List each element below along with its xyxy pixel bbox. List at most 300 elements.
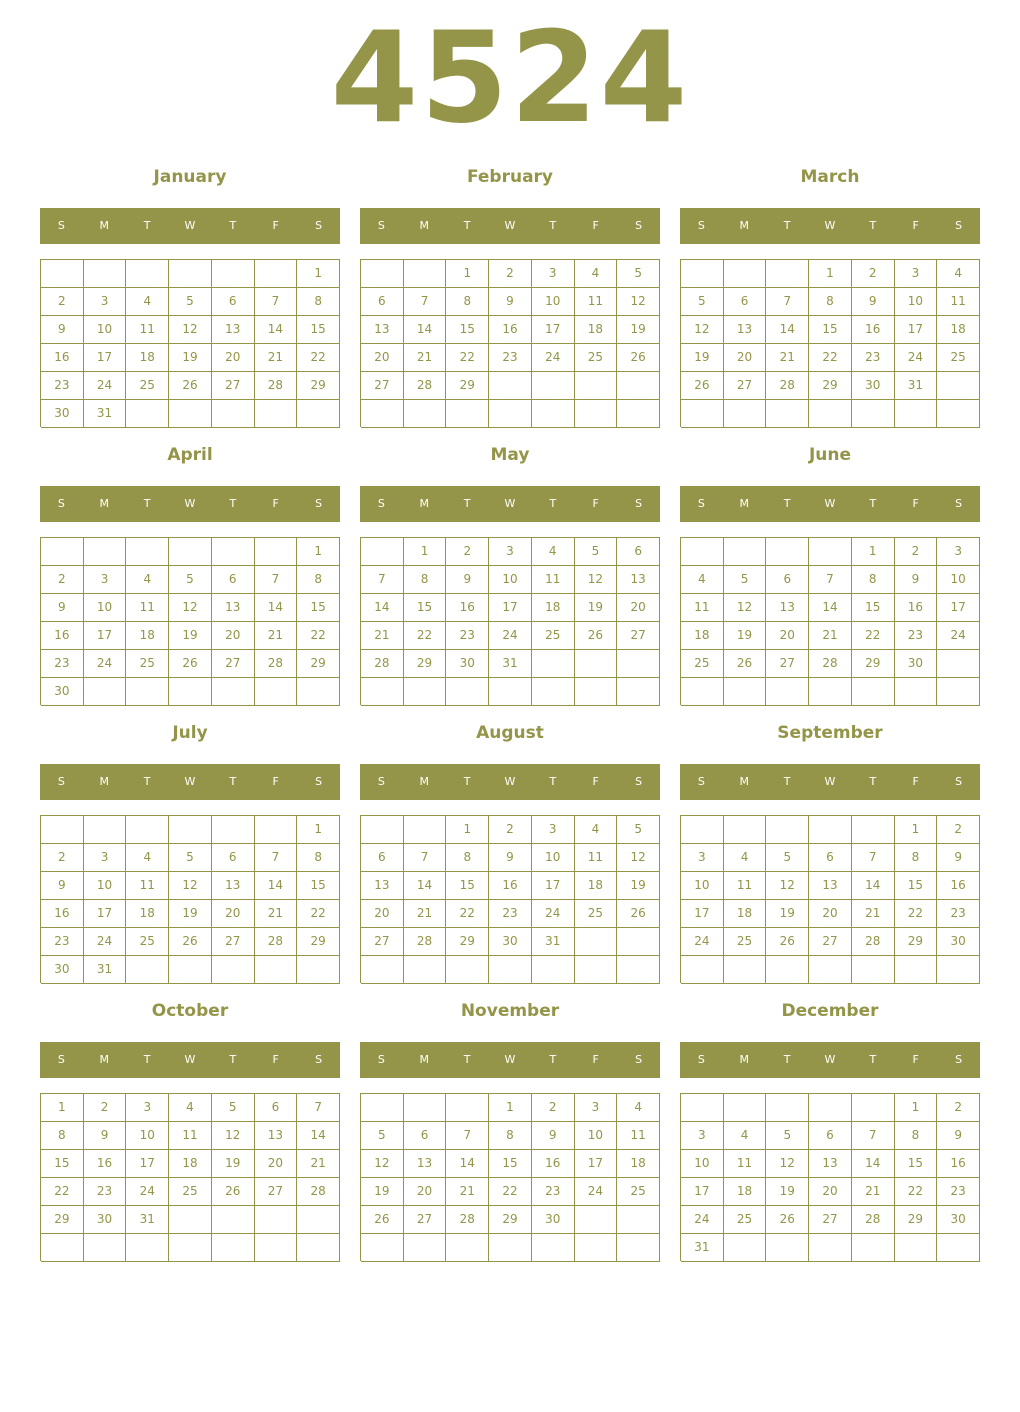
day-cell bbox=[212, 538, 255, 566]
day-cell: 20 bbox=[809, 1178, 852, 1206]
day-cell bbox=[532, 1234, 575, 1262]
day-cell bbox=[297, 1234, 340, 1262]
day-cell: 14 bbox=[255, 872, 298, 900]
weekday-label: W bbox=[824, 775, 836, 788]
day-cell: 2 bbox=[937, 816, 980, 844]
day-cell bbox=[84, 678, 127, 706]
day-cell bbox=[404, 678, 447, 706]
day-cell: 6 bbox=[766, 566, 809, 594]
day-cell: 27 bbox=[212, 928, 255, 956]
day-cell: 18 bbox=[532, 594, 575, 622]
day-cell: 17 bbox=[489, 594, 532, 622]
day-cell bbox=[212, 956, 255, 984]
day-cell bbox=[575, 650, 618, 678]
day-cell: 12 bbox=[169, 872, 212, 900]
day-cell: 26 bbox=[575, 622, 618, 650]
day-cell: 28 bbox=[297, 1178, 340, 1206]
day-cell bbox=[169, 816, 212, 844]
day-cell: 23 bbox=[937, 1178, 980, 1206]
day-grid bbox=[360, 1093, 660, 1261]
day-cell bbox=[575, 956, 618, 984]
day-cell bbox=[255, 1206, 298, 1234]
day-cell bbox=[617, 1206, 660, 1234]
day-cell: 19 bbox=[681, 344, 724, 372]
weekday-label: W bbox=[504, 497, 516, 510]
weekday-label: T bbox=[783, 1053, 791, 1066]
day-cell: 25 bbox=[617, 1178, 660, 1206]
day-cell: 9 bbox=[446, 566, 489, 594]
day-cell: 28 bbox=[361, 650, 404, 678]
day-cell: 28 bbox=[809, 650, 852, 678]
day-cell: 10 bbox=[575, 1122, 618, 1150]
day-cell bbox=[809, 1094, 852, 1122]
day-cell bbox=[724, 678, 767, 706]
day-cell: 2 bbox=[532, 1094, 575, 1122]
day-cell bbox=[575, 372, 618, 400]
day-cell: 24 bbox=[126, 1178, 169, 1206]
day-grid bbox=[360, 537, 660, 705]
day-cell bbox=[126, 816, 169, 844]
day-cell: 12 bbox=[617, 288, 660, 316]
day-cell: 15 bbox=[895, 872, 938, 900]
day-cell: 9 bbox=[937, 844, 980, 872]
day-cell bbox=[255, 816, 298, 844]
day-cell: 12 bbox=[724, 594, 767, 622]
day-cell: 16 bbox=[852, 316, 895, 344]
day-cell: 16 bbox=[446, 594, 489, 622]
day-cell: 7 bbox=[766, 288, 809, 316]
day-cell: 5 bbox=[724, 566, 767, 594]
day-cell: 14 bbox=[297, 1122, 340, 1150]
day-cell: 12 bbox=[766, 872, 809, 900]
day-cell: 26 bbox=[617, 900, 660, 928]
day-cell: 1 bbox=[297, 260, 340, 288]
day-cell: 23 bbox=[446, 622, 489, 650]
day-cell bbox=[297, 956, 340, 984]
day-cell: 20 bbox=[255, 1150, 298, 1178]
day-cell: 6 bbox=[212, 566, 255, 594]
day-cell: 8 bbox=[297, 844, 340, 872]
day-cell: 11 bbox=[126, 594, 169, 622]
day-cell: 27 bbox=[361, 928, 404, 956]
day-cell: 5 bbox=[169, 288, 212, 316]
day-cell: 5 bbox=[766, 1122, 809, 1150]
weekday-label: S bbox=[697, 775, 705, 788]
day-cell bbox=[532, 956, 575, 984]
day-cell bbox=[852, 1234, 895, 1262]
weekday-label: M bbox=[99, 219, 110, 232]
day-cell bbox=[446, 400, 489, 428]
day-cell bbox=[575, 678, 618, 706]
day-cell: 19 bbox=[212, 1150, 255, 1178]
day-cell: 3 bbox=[895, 260, 938, 288]
day-cell: 17 bbox=[84, 622, 127, 650]
day-cell bbox=[575, 1234, 618, 1262]
day-cell: 3 bbox=[937, 538, 980, 566]
day-cell: 12 bbox=[681, 316, 724, 344]
day-cell bbox=[681, 400, 724, 428]
day-cell: 22 bbox=[489, 1178, 532, 1206]
weekday-header bbox=[360, 208, 660, 244]
day-cell bbox=[532, 400, 575, 428]
day-cell: 22 bbox=[41, 1178, 84, 1206]
day-cell: 31 bbox=[84, 956, 127, 984]
day-cell bbox=[446, 678, 489, 706]
day-cell bbox=[126, 1234, 169, 1262]
weekday-label: S bbox=[955, 775, 963, 788]
day-cell: 11 bbox=[724, 872, 767, 900]
day-cell bbox=[575, 928, 618, 956]
day-cell: 1 bbox=[297, 538, 340, 566]
weekday-label: M bbox=[99, 497, 110, 510]
day-cell: 27 bbox=[809, 928, 852, 956]
day-cell: 18 bbox=[617, 1150, 660, 1178]
month-name: March bbox=[800, 167, 860, 187]
day-cell: 17 bbox=[84, 344, 127, 372]
weekday-label: W bbox=[184, 1053, 196, 1066]
day-cell: 31 bbox=[895, 372, 938, 400]
day-cell bbox=[212, 1234, 255, 1262]
day-cell bbox=[532, 678, 575, 706]
day-cell: 19 bbox=[169, 344, 212, 372]
day-cell: 28 bbox=[255, 928, 298, 956]
weekday-label: M bbox=[739, 497, 750, 510]
day-cell bbox=[446, 1234, 489, 1262]
day-cell: 3 bbox=[489, 538, 532, 566]
day-cell: 11 bbox=[126, 316, 169, 344]
day-cell: 20 bbox=[724, 344, 767, 372]
weekday-label: T bbox=[549, 219, 557, 232]
day-cell: 30 bbox=[489, 928, 532, 956]
day-cell: 9 bbox=[84, 1122, 127, 1150]
weekday-label: T bbox=[229, 1053, 237, 1066]
day-cell: 15 bbox=[404, 594, 447, 622]
day-cell: 16 bbox=[937, 872, 980, 900]
day-cell: 3 bbox=[532, 260, 575, 288]
day-cell: 23 bbox=[84, 1178, 127, 1206]
weekday-header bbox=[680, 1042, 980, 1078]
day-cell bbox=[809, 678, 852, 706]
day-cell bbox=[212, 816, 255, 844]
day-cell bbox=[489, 400, 532, 428]
day-cell: 24 bbox=[84, 650, 127, 678]
day-cell: 16 bbox=[532, 1150, 575, 1178]
weekday-label: S bbox=[315, 775, 323, 788]
day-cell bbox=[41, 538, 84, 566]
day-cell: 2 bbox=[489, 260, 532, 288]
day-cell: 17 bbox=[681, 900, 724, 928]
day-cell bbox=[895, 1234, 938, 1262]
day-cell bbox=[809, 956, 852, 984]
day-cell: 28 bbox=[852, 1206, 895, 1234]
weekday-label: F bbox=[592, 497, 599, 510]
day-cell: 6 bbox=[361, 844, 404, 872]
day-cell: 24 bbox=[532, 344, 575, 372]
day-cell: 3 bbox=[84, 566, 127, 594]
day-cell: 21 bbox=[361, 622, 404, 650]
weekday-label: W bbox=[504, 219, 516, 232]
day-cell: 22 bbox=[446, 900, 489, 928]
day-cell bbox=[126, 538, 169, 566]
weekday-header bbox=[40, 1042, 340, 1078]
day-cell: 13 bbox=[404, 1150, 447, 1178]
day-cell bbox=[361, 1234, 404, 1262]
day-cell bbox=[809, 816, 852, 844]
day-cell: 13 bbox=[361, 872, 404, 900]
day-cell: 21 bbox=[852, 1178, 895, 1206]
day-cell: 16 bbox=[41, 622, 84, 650]
day-cell: 27 bbox=[212, 372, 255, 400]
day-cell bbox=[937, 372, 980, 400]
day-cell: 29 bbox=[297, 928, 340, 956]
day-cell: 10 bbox=[895, 288, 938, 316]
day-cell bbox=[169, 956, 212, 984]
day-cell: 26 bbox=[681, 372, 724, 400]
day-cell: 24 bbox=[532, 900, 575, 928]
day-cell: 13 bbox=[212, 872, 255, 900]
month-name: November bbox=[460, 1001, 560, 1021]
day-cell: 24 bbox=[681, 1206, 724, 1234]
day-cell: 23 bbox=[532, 1178, 575, 1206]
day-cell bbox=[404, 816, 447, 844]
day-cell bbox=[255, 678, 298, 706]
weekday-header bbox=[680, 764, 980, 800]
day-cell: 29 bbox=[41, 1206, 84, 1234]
weekday-label: F bbox=[912, 219, 919, 232]
day-cell: 30 bbox=[446, 650, 489, 678]
day-cell bbox=[895, 678, 938, 706]
day-cell: 13 bbox=[212, 316, 255, 344]
day-cell: 10 bbox=[489, 566, 532, 594]
day-cell: 18 bbox=[126, 900, 169, 928]
day-cell: 25 bbox=[169, 1178, 212, 1206]
day-cell: 16 bbox=[489, 872, 532, 900]
day-cell bbox=[404, 260, 447, 288]
day-cell: 26 bbox=[361, 1206, 404, 1234]
day-cell: 18 bbox=[575, 316, 618, 344]
day-cell: 9 bbox=[41, 316, 84, 344]
month-name: February bbox=[466, 167, 554, 187]
day-cell: 4 bbox=[575, 260, 618, 288]
month-name: January bbox=[153, 167, 227, 187]
weekday-label: W bbox=[184, 775, 196, 788]
day-cell: 21 bbox=[255, 622, 298, 650]
weekday-label: S bbox=[955, 1053, 963, 1066]
day-cell bbox=[361, 538, 404, 566]
day-cell: 27 bbox=[361, 372, 404, 400]
weekday-label: T bbox=[869, 219, 877, 232]
day-cell bbox=[169, 1234, 212, 1262]
day-cell bbox=[766, 956, 809, 984]
day-cell: 2 bbox=[41, 844, 84, 872]
day-cell: 4 bbox=[575, 816, 618, 844]
day-cell: 4 bbox=[532, 538, 575, 566]
day-cell: 24 bbox=[84, 372, 127, 400]
day-cell: 16 bbox=[895, 594, 938, 622]
weekday-header bbox=[40, 764, 340, 800]
weekday-label: T bbox=[143, 1053, 151, 1066]
weekday-label: W bbox=[504, 1053, 516, 1066]
day-cell bbox=[617, 650, 660, 678]
day-cell: 23 bbox=[41, 372, 84, 400]
day-cell: 6 bbox=[809, 1122, 852, 1150]
day-cell: 2 bbox=[84, 1094, 127, 1122]
day-cell: 22 bbox=[895, 900, 938, 928]
day-cell bbox=[617, 678, 660, 706]
day-cell: 18 bbox=[681, 622, 724, 650]
day-cell bbox=[169, 400, 212, 428]
day-cell: 7 bbox=[255, 566, 298, 594]
day-cell: 20 bbox=[809, 900, 852, 928]
day-grid bbox=[40, 1093, 340, 1261]
month-name: October bbox=[151, 1001, 229, 1021]
day-cell: 20 bbox=[404, 1178, 447, 1206]
day-cell: 31 bbox=[84, 400, 127, 428]
day-cell: 30 bbox=[852, 372, 895, 400]
day-cell: 30 bbox=[41, 678, 84, 706]
month-name: September bbox=[777, 723, 883, 743]
weekday-label: S bbox=[635, 497, 643, 510]
day-cell bbox=[937, 678, 980, 706]
day-cell bbox=[84, 816, 127, 844]
day-cell bbox=[852, 400, 895, 428]
day-cell: 12 bbox=[212, 1122, 255, 1150]
day-grid bbox=[680, 1093, 980, 1261]
day-cell: 23 bbox=[895, 622, 938, 650]
day-cell: 23 bbox=[489, 344, 532, 372]
day-cell: 15 bbox=[446, 316, 489, 344]
day-cell: 7 bbox=[852, 1122, 895, 1150]
day-cell: 28 bbox=[255, 372, 298, 400]
day-cell: 30 bbox=[895, 650, 938, 678]
month-name: April bbox=[167, 445, 213, 465]
day-cell: 12 bbox=[169, 594, 212, 622]
weekday-label: F bbox=[592, 219, 599, 232]
day-cell bbox=[724, 1094, 767, 1122]
day-cell: 25 bbox=[575, 344, 618, 372]
day-cell bbox=[937, 956, 980, 984]
day-cell bbox=[809, 400, 852, 428]
day-cell bbox=[895, 956, 938, 984]
day-cell: 2 bbox=[937, 1094, 980, 1122]
day-cell bbox=[126, 400, 169, 428]
day-cell: 7 bbox=[446, 1122, 489, 1150]
day-cell bbox=[617, 400, 660, 428]
day-cell: 30 bbox=[532, 1206, 575, 1234]
day-cell bbox=[255, 400, 298, 428]
day-grid bbox=[40, 259, 340, 427]
day-cell: 7 bbox=[404, 844, 447, 872]
day-cell: 10 bbox=[532, 844, 575, 872]
day-cell: 26 bbox=[724, 650, 767, 678]
day-cell bbox=[724, 400, 767, 428]
weekday-label: T bbox=[229, 219, 237, 232]
day-cell: 1 bbox=[446, 260, 489, 288]
day-cell: 26 bbox=[766, 928, 809, 956]
day-cell: 26 bbox=[212, 1178, 255, 1206]
day-cell: 28 bbox=[852, 928, 895, 956]
day-cell bbox=[937, 1234, 980, 1262]
day-cell: 10 bbox=[126, 1122, 169, 1150]
weekday-label: T bbox=[463, 497, 471, 510]
day-cell: 9 bbox=[895, 566, 938, 594]
day-cell: 4 bbox=[724, 844, 767, 872]
day-cell: 26 bbox=[169, 650, 212, 678]
day-cell bbox=[575, 1206, 618, 1234]
day-cell bbox=[937, 400, 980, 428]
weekday-label: T bbox=[549, 775, 557, 788]
weekday-label: T bbox=[463, 1053, 471, 1066]
day-cell: 5 bbox=[212, 1094, 255, 1122]
day-cell: 27 bbox=[809, 1206, 852, 1234]
weekday-label: T bbox=[869, 497, 877, 510]
day-cell: 10 bbox=[84, 594, 127, 622]
weekday-label: S bbox=[635, 1053, 643, 1066]
day-cell: 23 bbox=[937, 900, 980, 928]
day-cell: 11 bbox=[937, 288, 980, 316]
day-cell bbox=[724, 538, 767, 566]
weekday-label: T bbox=[549, 497, 557, 510]
day-cell: 18 bbox=[724, 900, 767, 928]
day-cell: 18 bbox=[126, 622, 169, 650]
day-cell bbox=[212, 400, 255, 428]
day-cell: 13 bbox=[766, 594, 809, 622]
day-cell: 21 bbox=[297, 1150, 340, 1178]
weekday-header bbox=[680, 208, 980, 244]
day-cell: 6 bbox=[404, 1122, 447, 1150]
day-cell: 4 bbox=[126, 566, 169, 594]
day-cell: 29 bbox=[895, 1206, 938, 1234]
day-cell: 5 bbox=[681, 288, 724, 316]
day-cell: 10 bbox=[681, 1150, 724, 1178]
weekday-label: S bbox=[57, 1053, 65, 1066]
day-cell: 30 bbox=[84, 1206, 127, 1234]
day-cell bbox=[681, 956, 724, 984]
day-cell: 6 bbox=[724, 288, 767, 316]
day-cell: 25 bbox=[937, 344, 980, 372]
day-cell: 1 bbox=[809, 260, 852, 288]
day-cell: 15 bbox=[41, 1150, 84, 1178]
day-cell: 20 bbox=[212, 900, 255, 928]
day-cell: 14 bbox=[361, 594, 404, 622]
day-cell: 22 bbox=[809, 344, 852, 372]
weekday-label: T bbox=[229, 775, 237, 788]
weekday-label: T bbox=[143, 497, 151, 510]
day-cell bbox=[489, 956, 532, 984]
day-cell bbox=[404, 1094, 447, 1122]
day-cell: 8 bbox=[895, 1122, 938, 1150]
day-cell: 8 bbox=[489, 1122, 532, 1150]
day-cell: 20 bbox=[617, 594, 660, 622]
day-cell: 10 bbox=[681, 872, 724, 900]
month-name: May bbox=[490, 445, 530, 465]
day-cell bbox=[255, 538, 298, 566]
weekday-label: W bbox=[824, 497, 836, 510]
day-cell: 7 bbox=[809, 566, 852, 594]
weekday-label: T bbox=[783, 497, 791, 510]
weekday-label: S bbox=[697, 1053, 705, 1066]
day-cell: 9 bbox=[852, 288, 895, 316]
day-cell: 4 bbox=[126, 288, 169, 316]
day-cell: 17 bbox=[126, 1150, 169, 1178]
weekday-label: S bbox=[377, 497, 385, 510]
weekday-label: M bbox=[419, 497, 430, 510]
day-cell: 6 bbox=[255, 1094, 298, 1122]
day-cell: 31 bbox=[681, 1234, 724, 1262]
day-cell: 14 bbox=[255, 316, 298, 344]
day-cell bbox=[404, 400, 447, 428]
day-cell: 2 bbox=[489, 816, 532, 844]
